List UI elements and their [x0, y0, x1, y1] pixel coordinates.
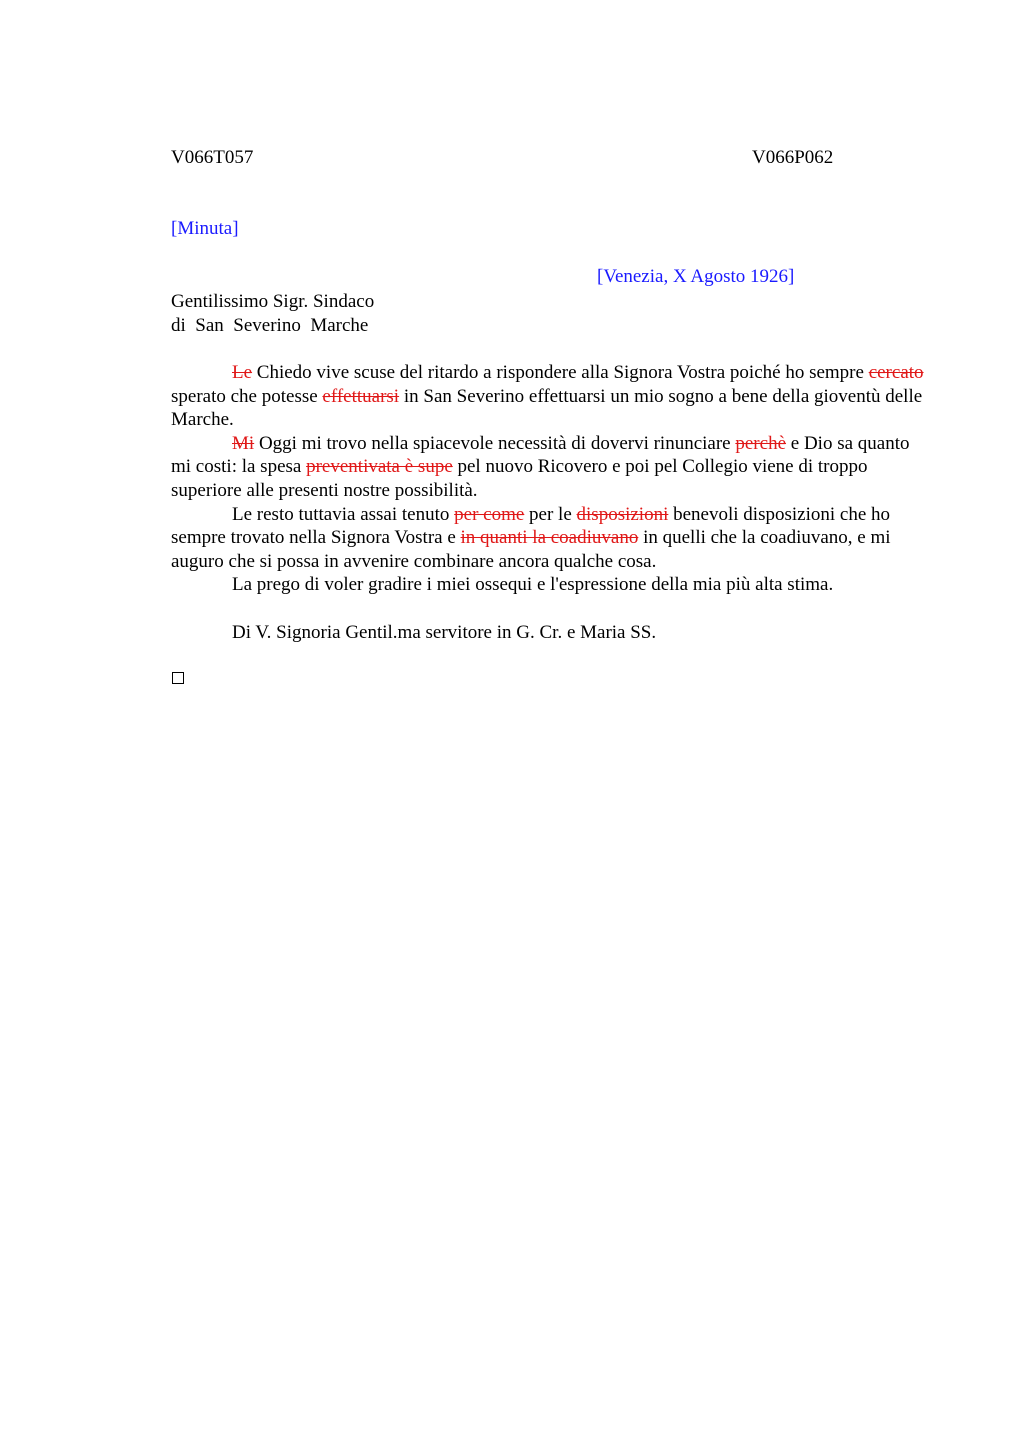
recipient-address	[171, 290, 374, 337]
paragraph-text: in quelli che la coadiuvano, e mi auguro che si possa in avvenire combinare ancora qualche cosa.	[171, 527, 891, 572]
paragraph-text: in San Severino effettuarsi un mio sogno a bene della gioventù delle Marche.	[171, 385, 923, 431]
paragraph-text: benevoli disposizioni che ho sempre trovato nella Signora Vostra e	[171, 503, 891, 549]
paragraph-text: per le	[524, 503, 577, 525]
deleted-text: Mi	[232, 432, 255, 454]
deleted-text: Le	[232, 362, 253, 383]
address-line-2: di San Severino Marche	[171, 314, 369, 336]
deleted-text: perchè	[735, 432, 787, 454]
date-line: [Venezia, X Agosto 1926]	[597, 266, 795, 287]
deleted-text: preventivata è supe	[306, 456, 453, 478]
paragraph-4: La prego di voler gradire i miei ossequi e l'espressione della mia più alta stima.	[232, 574, 834, 596]
paragraph-1	[171, 361, 927, 432]
paragraph-text: sperato che potesse	[171, 385, 323, 407]
paragraph-text: Chiedo vive scuse del ritardo a rispondere alla Signora Vostra poiché ho sempre	[252, 362, 869, 383]
letter-body	[171, 361, 927, 644]
paragraph-text: Oggi mi trovo nella spiacevole necessità di dovervi rinunciare	[254, 432, 736, 454]
paragraph-text: Le resto tuttavia assai tenuto	[232, 503, 455, 525]
deleted-text: cercato	[868, 362, 924, 383]
deleted-text: in quanti la coadiuvano	[460, 527, 639, 549]
paragraph-text: pel nuovo Ricovero e poi pel Collegio viene di troppo superiore alle presenti nostre possibilità.	[171, 456, 868, 501]
deleted-text: effettuarsi	[322, 385, 400, 407]
paragraph-text: e Dio sa quanto mi costi: la spesa	[171, 432, 910, 478]
paragraph-3	[171, 503, 927, 574]
checkbox-icon	[172, 672, 184, 684]
deleted-text: disposizioni	[576, 503, 669, 525]
deleted-text: per come	[454, 503, 525, 525]
document-code-right: V066P062	[752, 147, 834, 168]
paragraph-2	[171, 432, 927, 503]
closing-line: Di V. Signoria Gentil.ma servitore in G. Cr. e Maria SS.	[232, 621, 657, 643]
document-code-left: V066T057	[171, 147, 254, 168]
paragraph-spacer	[171, 597, 927, 621]
address-line-1: Gentilissimo Sigr. Sindaco	[171, 291, 375, 312]
minuta-label: [Minuta]	[171, 218, 239, 239]
